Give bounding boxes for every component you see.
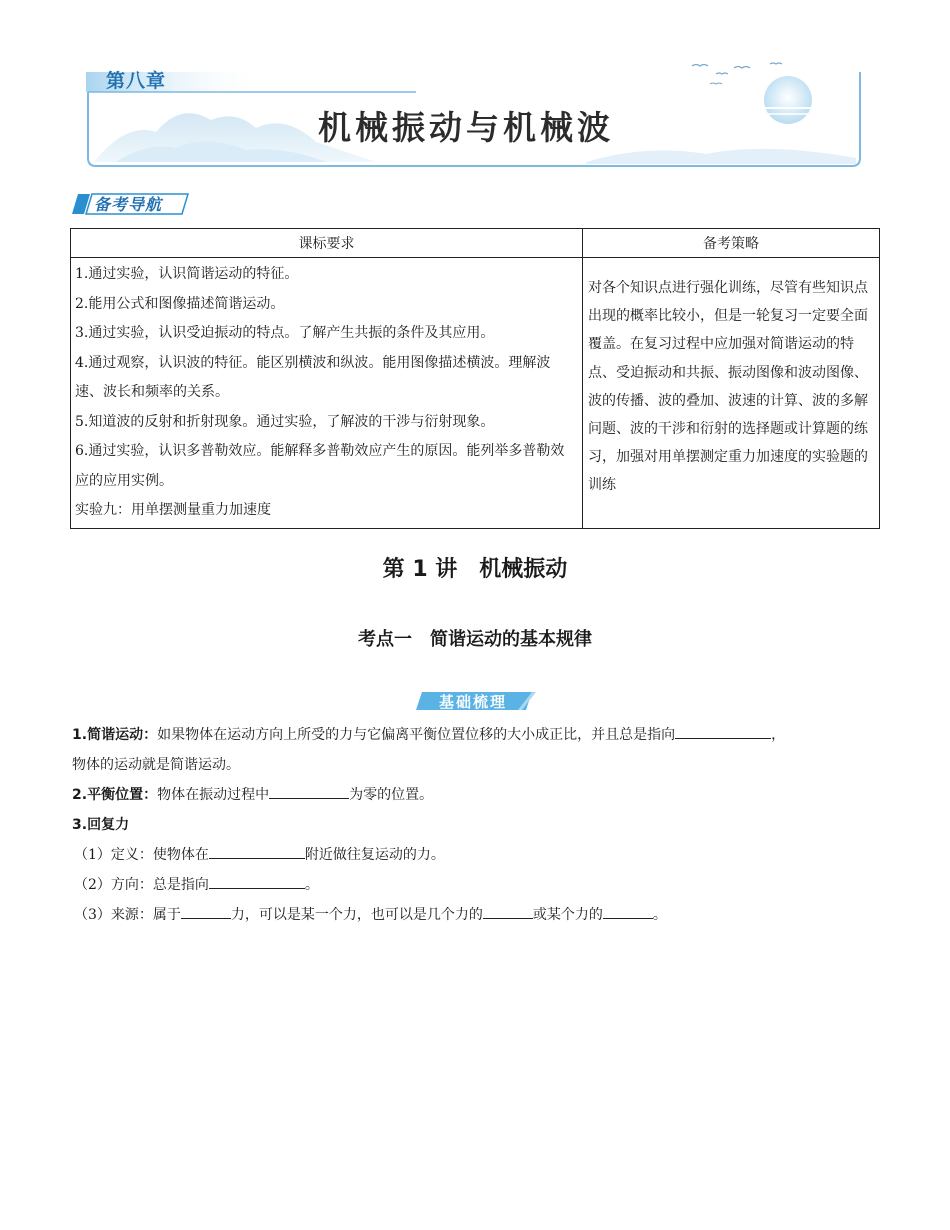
item-continuation: 物体的运动就是简谐运动。 xyxy=(72,757,240,773)
fill-blank xyxy=(209,874,305,889)
requirement-item: 1.通过实验，认识简谐运动的特征。 xyxy=(75,266,299,282)
item-simple-harmonic-motion xyxy=(72,720,880,750)
subitem-direction xyxy=(72,870,880,900)
table-header-curriculum: 课标要求 xyxy=(71,229,583,258)
requirement-item: 5.知道波的反射和折射现象。通过实验，了解波的干涉与衍射现象。 xyxy=(75,413,495,430)
chapter-number: 第八章 xyxy=(106,70,167,92)
fill-blank xyxy=(603,904,653,919)
exam-strategy-cell: 对各个知识点进行强化训练，尽管有些知识点出现的概率比较小，但是一轮复习一定要全面覆盖。在复习过程中应加强对简谐运动的特点、受迫振动和共振、振动图像和波动图像、波的传播、波的叠加、波速的计算、波的多解问题、波的干涉和衍射的选择题或计算题的练习，加强对用单摆测定重力加速度的实验题的训练 xyxy=(583,258,880,529)
item-number: 2 xyxy=(72,787,82,803)
item-term: .简谐运动： xyxy=(81,727,158,743)
item-text: 或某个力的 xyxy=(532,907,603,923)
table-header-strategy: 备考策略 xyxy=(583,229,880,258)
section-tag-exam-navigation xyxy=(72,192,192,216)
basics-content xyxy=(72,720,880,930)
subitem-definition xyxy=(72,840,880,870)
fill-blank xyxy=(209,844,305,859)
requirement-item: 实验九：用单摆测量重力加速度 xyxy=(75,502,271,518)
item-term: .回复力 xyxy=(81,817,130,833)
item-text: 物体在振动过程中 xyxy=(157,787,270,803)
item-text: 。 xyxy=(652,907,667,923)
requirements-table xyxy=(70,228,880,529)
section-tag-basics xyxy=(414,690,538,714)
item-text: 。 xyxy=(304,877,319,893)
fill-blank xyxy=(483,904,533,919)
requirement-item: 3.通过实验，认识受迫振动的特点。了解产生共振的条件及其应用。 xyxy=(75,325,495,341)
requirement-item: 6.通过实验，认识多普勒效应。能解释多普勒效应产生的原因。能列举多普勒效应的应用实例。 xyxy=(75,443,565,489)
subitem-source xyxy=(72,900,880,930)
item-restoring-force xyxy=(72,810,880,840)
point-title: 考点一 简谐运动的基本规律 xyxy=(358,629,592,650)
item-text: 力，可以是某一个力，也可以是几个力的 xyxy=(230,907,483,923)
item-number: 3 xyxy=(72,817,82,833)
requirement-item: 4.通过观察，认识波的特征。能区别横波和纵波。能用图像描述横波。理解波速、波长和频率的关系。 xyxy=(75,354,551,400)
chapter-title: 机械振动与机械波 xyxy=(318,108,614,147)
chapter-banner xyxy=(86,62,862,168)
item-text: （2）方向：总是指向 xyxy=(74,877,209,893)
section-tag-label: 基础梳理 xyxy=(438,693,507,711)
curriculum-requirements-cell xyxy=(71,258,583,529)
item-text: 为零的位置。 xyxy=(349,787,434,803)
item-text: ， xyxy=(771,727,786,743)
item-text: （1）定义：使物体在 xyxy=(74,847,209,863)
requirement-item: 2.能用公式和图像描述简谐运动。 xyxy=(75,295,285,312)
item-term: .平衡位置： xyxy=(81,787,158,803)
item-text: 如果物体在运动方向上所受的力与它偏离平衡位置位移的大小成正比，并且总是指向 xyxy=(157,727,676,743)
item-equilibrium-position xyxy=(72,780,880,810)
section-tag-label: 备考导航 xyxy=(94,195,163,214)
fill-blank xyxy=(269,784,349,799)
item-text: （3）来源：属于 xyxy=(74,907,181,923)
lecture-title: 第 1 讲 机械振动 xyxy=(382,557,568,582)
fill-blank xyxy=(675,724,771,739)
fill-blank xyxy=(181,904,231,919)
item-text: 附近做往复运动的力。 xyxy=(304,847,445,863)
item-number: 1 xyxy=(72,727,82,743)
